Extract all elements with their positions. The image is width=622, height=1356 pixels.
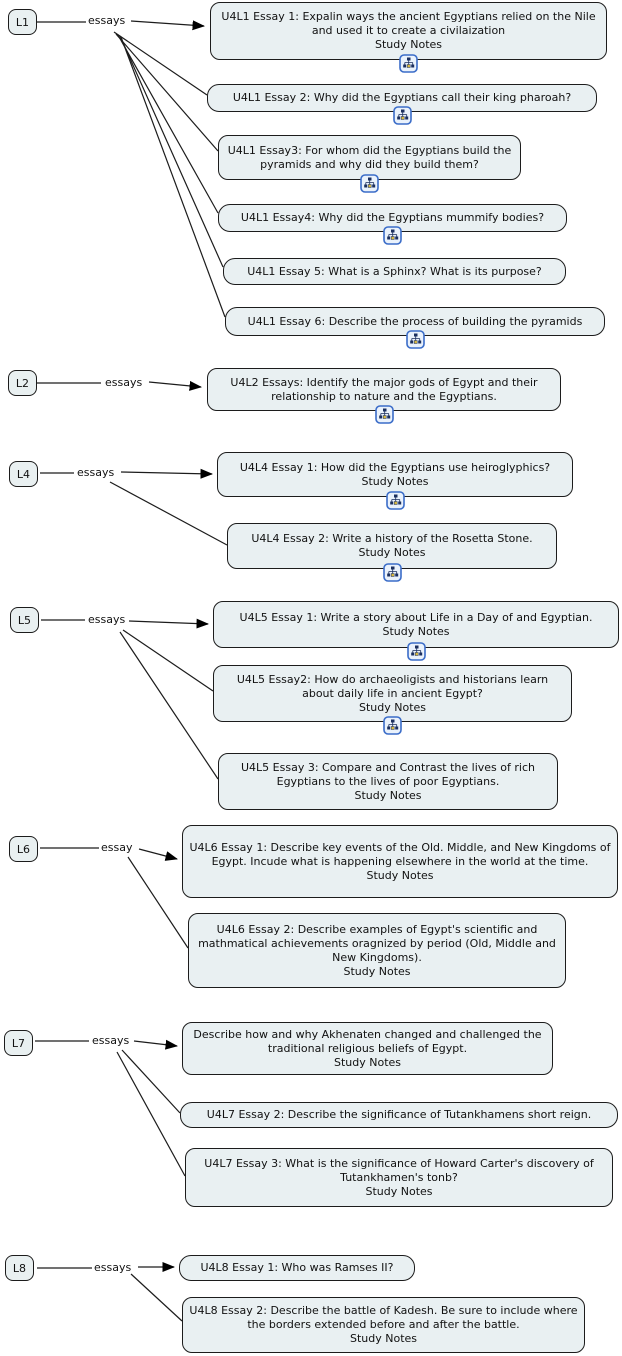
subdiagram-icon[interactable] <box>360 174 379 193</box>
subdiagram-icon[interactable] <box>393 106 412 125</box>
essay-note: Study Notes <box>361 474 429 488</box>
topic-node-label: L5 <box>17 613 32 627</box>
topic-node-l7[interactable] <box>4 1030 33 1056</box>
essay-box-u4l7-1[interactable] <box>182 1022 553 1075</box>
essay-text: U4L1 Essay 6: Describe the process of building the pyramids <box>247 314 583 328</box>
essay-text: U4L1 Essay4: Why did the Egyptians mummify bodies? <box>240 211 545 224</box>
essay-text: U4L6 Essay 1: Describe key events of the Old. Middle, and New Kingdoms of Egypt. Incude what is happening elsewhere in the world at the time. <box>189 840 611 868</box>
topic-node-label: L1 <box>15 15 30 29</box>
essay-note: Study Notes <box>358 546 426 559</box>
essay-box-u4l8-1[interactable] <box>179 1255 415 1281</box>
essay-text: U4L5 Essay2: How do archaeoligists and historians learn about daily life in ancient Egypt? <box>236 672 549 700</box>
topic-node-l4[interactable] <box>9 461 38 487</box>
essay-box-u4l5-3[interactable] <box>218 753 558 810</box>
essay-text: U4L6 Essay 2: Describe examples of Egypt's scientific and mathmatical achievements oragnized by period (Old, Middle and New Kingdoms). <box>198 922 556 964</box>
topic-node-label: L8 <box>12 1261 27 1275</box>
topic-node-l1[interactable] <box>8 9 37 35</box>
essay-text: U4L4 Essay 1: How did the Egyptians use heiroglyphics? <box>239 460 551 474</box>
essay-text: U4L5 Essay 1: Write a story about Life in a Day of and Egyptian. <box>239 610 593 624</box>
subdiagram-icon[interactable] <box>383 563 402 582</box>
link-label-l8[interactable]: essays <box>94 1261 132 1274</box>
subdiagram-icon[interactable] <box>383 226 402 245</box>
essay-text: U4L1 Essay 2: Why did the Egyptians call their king pharoah? <box>232 91 572 104</box>
link-label-l7[interactable]: essays <box>92 1034 130 1047</box>
essay-note: Study Notes <box>333 1055 402 1069</box>
subdiagram-icon[interactable] <box>399 54 418 73</box>
essay-note: Study Notes <box>382 624 450 638</box>
subdiagram-icon[interactable] <box>383 716 402 735</box>
essay-text: U4L2 Essays: Identify the major gods of Egypt and their relationship to nature and the Egyptians. <box>230 375 538 403</box>
essay-box-u4l7-3[interactable] <box>185 1148 613 1207</box>
essay-text: U4L1 Essay 5: What is a Sphinx? What is its purpose? <box>247 264 542 278</box>
essay-note: Study Notes <box>349 1332 418 1345</box>
essay-box-u4l7-2[interactable] <box>180 1102 618 1128</box>
link-label-l1[interactable]: essays <box>88 14 126 27</box>
link-label-l5[interactable]: essays <box>88 613 126 626</box>
essay-note: Study Notes <box>343 964 411 978</box>
topic-node-l6[interactable] <box>9 836 38 862</box>
topic-node-label: L2 <box>15 376 30 390</box>
subdiagram-icon[interactable] <box>406 330 425 349</box>
topic-node-label: L6 <box>16 842 31 856</box>
essay-box-u4l5-1[interactable] <box>213 601 619 648</box>
topic-node-l2[interactable] <box>8 370 37 396</box>
essay-box-u4l5-2[interactable] <box>213 665 572 722</box>
link-label-l4[interactable]: essays <box>77 466 115 479</box>
essay-box-u4l6-1[interactable] <box>182 825 618 898</box>
essay-text: U4L7 Essay 2: Describe the significance of Tutankhamens short reign. <box>206 1108 592 1121</box>
essay-box-u4l1-1[interactable] <box>210 2 607 60</box>
essay-box-u4l1-5[interactable] <box>223 258 566 285</box>
link-label-l2[interactable]: essays <box>105 376 143 389</box>
essay-box-u4l8-2[interactable] <box>182 1297 585 1353</box>
topic-node-l5[interactable] <box>10 607 39 633</box>
essay-note: Study Notes <box>358 700 427 714</box>
topic-node-l8[interactable] <box>5 1255 34 1281</box>
essay-text: Describe how and why Akhenaten changed and challenged the traditional religious beliefs of Egypt. <box>193 1027 542 1055</box>
subdiagram-icon[interactable] <box>386 491 405 510</box>
essay-box-u4l6-2[interactable] <box>188 913 566 988</box>
essay-note: Study Notes <box>374 38 443 51</box>
essay-text: U4L1 Essay 1: Expalin ways the ancient Egyptians relied on the Nile and used it to create a civilaization <box>221 10 596 37</box>
essay-text: U4L7 Essay 3: What is the significance of Howard Carter's discovery of Tutankhamen's tonb? <box>204 1156 594 1184</box>
essay-text: U4L5 Essay 3: Compare and Contrast the lives of rich Egyptians to the lives of poor Egyptians. <box>241 760 535 788</box>
essay-text: U4L4 Essay 2: Write a history of the Rosetta Stone. <box>251 532 533 545</box>
essay-text: U4L1 Essay3: For whom did the Egyptians build the pyramids and why did they build them? <box>227 143 512 171</box>
topic-node-label: L7 <box>11 1036 26 1050</box>
subdiagram-icon[interactable] <box>407 642 426 661</box>
subdiagram-icon[interactable] <box>375 405 394 424</box>
essay-note: Study Notes <box>366 868 434 882</box>
essay-text: U4L8 Essay 2: Describe the battle of Kadesh. Be sure to include where the borders extended before and after the battle. <box>189 1304 578 1331</box>
topic-node-label: L4 <box>16 467 31 481</box>
essay-note: Study Notes <box>354 788 422 802</box>
essay-note: Study Notes <box>365 1184 433 1198</box>
link-label-l6[interactable]: essay <box>101 841 133 854</box>
essay-text: U4L8 Essay 1: Who was Ramses II? <box>200 1261 394 1274</box>
